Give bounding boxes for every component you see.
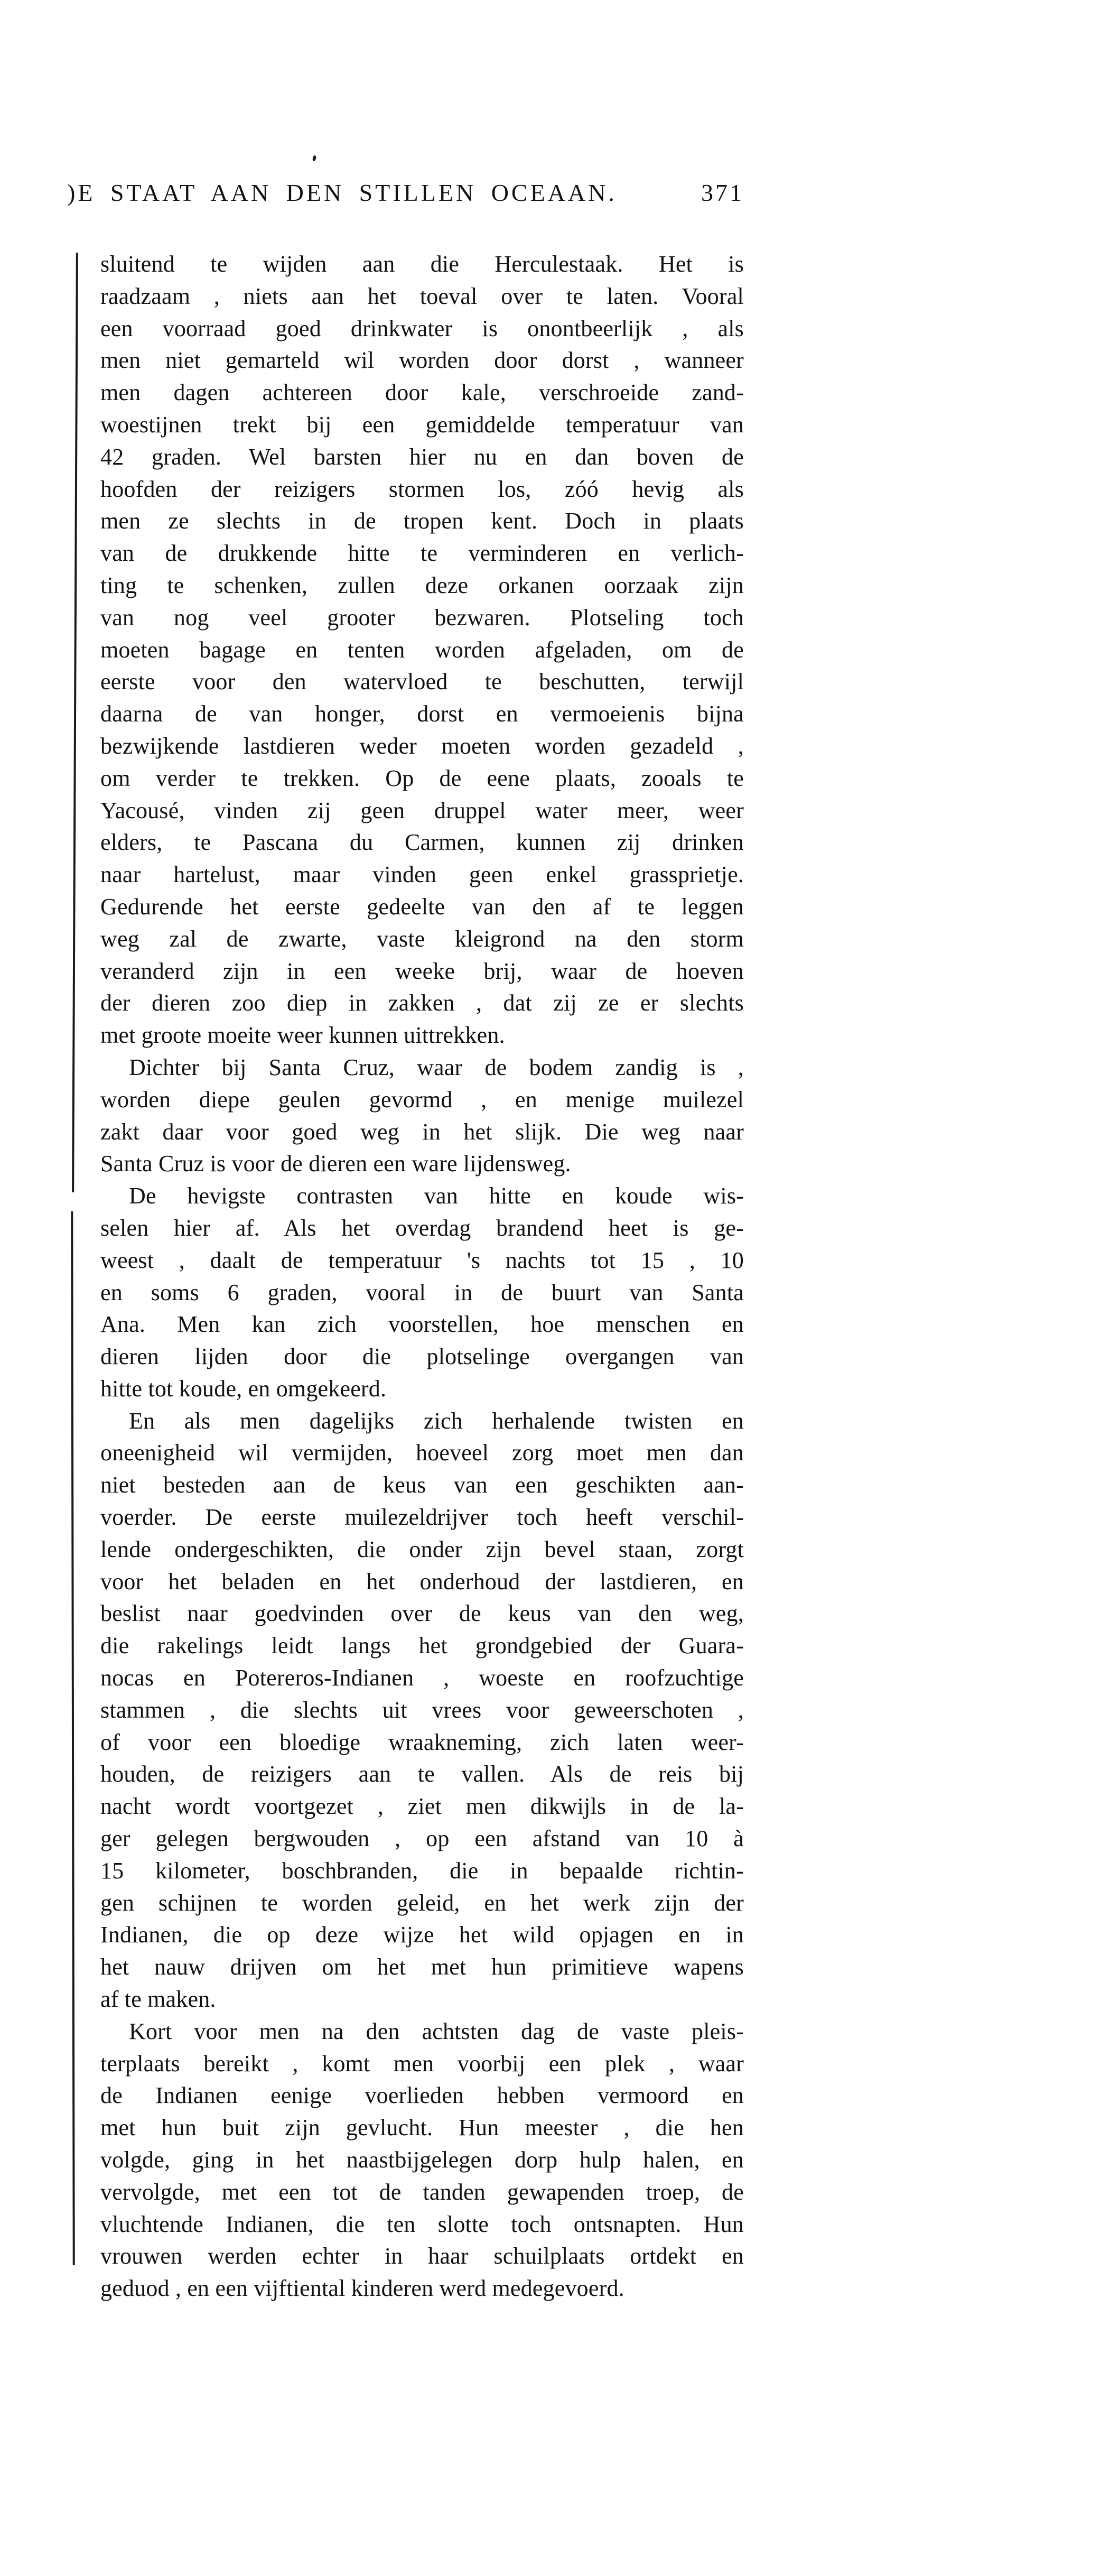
text-line: vervolgde, met een tot de tanden gewapenden troep, de bbox=[100, 2179, 744, 2205]
text-line: Gedurende het eerste gedeelte van den af te leggen bbox=[100, 893, 744, 920]
text-line: houden, de reizigers aan te vallen. Als de reis bij bbox=[100, 1761, 744, 1787]
text-line: weest , daalt de temperatuur 's nachts tot 15 , 10 bbox=[100, 1247, 744, 1273]
text-line: der dieren zoo diep in zakken , dat zij ze er slechts bbox=[100, 990, 744, 1016]
text-line: om verder te trekken. Op de eene plaats, zooals te bbox=[100, 765, 744, 791]
text-line: voerder. De eerste muilezeldrijver toch heeft verschil- bbox=[100, 1504, 744, 1531]
text-line: bezwijkende lastdieren weder moeten worden gezadeld , bbox=[100, 733, 744, 759]
text-line: de Indianen eenige voerlieden hebben vermoord en bbox=[100, 2082, 744, 2109]
text-line: het nauw drijven om het met hun primitieve wapens bbox=[100, 1954, 744, 1980]
text-line: Kort voor men na den achtsten dag de vaste pleis- bbox=[129, 2018, 744, 2044]
text-line: daarna de van honger, dorst en vermoeienis bijna bbox=[100, 701, 744, 727]
text-line: Dichter bij Santa Cruz, waar de bodem zandig is , bbox=[129, 1054, 744, 1080]
text-line: naar hartelust, maar vinden geen enkel grassprietje. bbox=[100, 861, 744, 888]
text-line: Ana. Men kan zich voorstellen, hoe menschen en bbox=[100, 1311, 744, 1338]
text-line: eerste voor den watervloed te beschutten, terwijl bbox=[100, 669, 744, 695]
text-line: geduod , en een vijftiental kinderen werd medegevoerd. bbox=[100, 2275, 624, 2302]
text-line: stammen , die slechts uit vrees voor geweerschoten , bbox=[100, 1697, 744, 1723]
text-line: en soms 6 graden, vooral in de buurt van Santa bbox=[100, 1279, 744, 1305]
text-line: een voorraad goed drinkwater is onontbeerlijk , als bbox=[100, 315, 744, 341]
text-line: af te maken. bbox=[100, 1986, 216, 2013]
body-text bbox=[100, 248, 744, 2305]
text-line: oneenigheid wil vermijden, hoeveel zorg moet men dan bbox=[100, 1440, 744, 1466]
scan-speck bbox=[312, 155, 316, 161]
text-line: men dagen achtereen door kale, verschroeide zand- bbox=[100, 379, 744, 406]
text-line: terplaats bereikt , komt men voorbij een plek , waar bbox=[100, 2050, 744, 2077]
text-line: worden diepe geulen gevormd , en menige muilezel bbox=[100, 1086, 744, 1113]
text-line: weg zal de zwarte, vaste kleigrond na den storm bbox=[100, 925, 744, 952]
text-line: elders, te Pascana du Carmen, kunnen zij drinken bbox=[100, 829, 744, 856]
text-line: Yacousé, vinden zij geen druppel water meer, weer bbox=[100, 797, 744, 823]
text-line: dieren lijden door die plotselinge overgangen van bbox=[100, 1343, 744, 1370]
running-header bbox=[67, 179, 744, 210]
text-line: niet besteden aan de keus van een geschikten aan- bbox=[100, 1472, 744, 1498]
text-line: van de drukkende hitte te verminderen en verlich- bbox=[100, 540, 744, 567]
text-line: lende ondergeschikten, die onder zijn bevel staan, zorgt bbox=[100, 1536, 744, 1562]
text-line: woestijnen trekt bij een gemiddelde temperatuur van bbox=[100, 411, 744, 438]
text-line: nacht wordt voortgezet , ziet men dikwijls in de la- bbox=[100, 1793, 744, 1820]
text-line: beslist naar goedvinden over de keus van den weg, bbox=[100, 1600, 744, 1627]
text-line: met groote moeite weer kunnen uittrekken. bbox=[100, 1022, 505, 1049]
text-line: of voor een bloedige wraakneming, zich laten weer- bbox=[100, 1729, 744, 1755]
text-line: En als men dagelijks zich herhalende twisten en bbox=[129, 1407, 744, 1434]
text-line: ting te schenken, zullen deze orkanen oorzaak zijn bbox=[100, 572, 744, 598]
text-line: van nog veel grooter bezwaren. Plotseling toch bbox=[100, 604, 744, 631]
text-line: gen schijnen te worden geleid, en het werk zijn der bbox=[100, 1889, 744, 1916]
page-number: 371 bbox=[701, 179, 744, 206]
text-line: raadzaam , niets aan het toeval over te laten. Vooral bbox=[100, 283, 744, 309]
text-line: vrouwen werden echter in haar schuilplaats ortdekt en bbox=[100, 2243, 744, 2269]
text-line: met hun buit zijn gevlucht. Hun meester , die hen bbox=[100, 2115, 744, 2141]
text-line: men niet gemarteld wil worden door dorst , wanneer bbox=[100, 347, 744, 374]
margin-rule-bottom-segment bbox=[71, 1211, 74, 2265]
text-line: vluchtende Indianen, die ten slotte toch ontsnapten. Hun bbox=[100, 2211, 744, 2237]
text-line: 42 graden. Wel barsten hier nu en dan boven de bbox=[100, 443, 744, 470]
text-line: veranderd zijn in een weeke brij, waar de hoeven bbox=[100, 958, 744, 984]
margin-rule-top-segment bbox=[72, 253, 78, 1192]
text-line: volgde, ging in het naastbijgelegen dorp hulp halen, en bbox=[100, 2147, 744, 2173]
text-line: die rakelings leidt langs het grondgebied der Guara- bbox=[100, 1633, 744, 1659]
running-header-title: )E STAAT AAN DEN STILLEN OCEAAN. bbox=[67, 179, 617, 206]
text-line: zakt daar voor goed weg in het slijk. Die weg naar bbox=[100, 1118, 744, 1145]
text-line: voor het beladen en het onderhoud der lastdieren, en bbox=[100, 1568, 744, 1595]
text-line: Indianen, die op deze wijze het wild opjagen en in bbox=[100, 1922, 744, 1948]
text-line: De hevigste contrasten van hitte en koude wis- bbox=[129, 1183, 744, 1209]
text-line: moeten bagage en tenten worden afgeladen, om de bbox=[100, 636, 744, 663]
text-line: hoofden der reizigers stormen los, zóó hevig als bbox=[100, 476, 744, 502]
text-line: selen hier af. Als het overdag brandend heet is ge- bbox=[100, 1215, 744, 1241]
text-line: men ze slechts in de tropen kent. Doch in plaats bbox=[100, 508, 744, 534]
text-line: hitte tot koude, en omgekeerd. bbox=[100, 1375, 387, 1402]
text-line: Santa Cruz is voor de dieren een ware lijdensweg. bbox=[100, 1151, 571, 1177]
text-line: 15 kilometer, boschbranden, die in bepaalde richtin- bbox=[100, 1857, 744, 1884]
text-line: ger gelegen bergwouden , op een afstand van 10 à bbox=[100, 1826, 744, 1852]
text-line: sluitend te wijden aan die Herculestaak. Het is bbox=[100, 251, 744, 277]
text-line: nocas en Potereros-Indianen , woeste en roofzuchtige bbox=[100, 1665, 744, 1691]
